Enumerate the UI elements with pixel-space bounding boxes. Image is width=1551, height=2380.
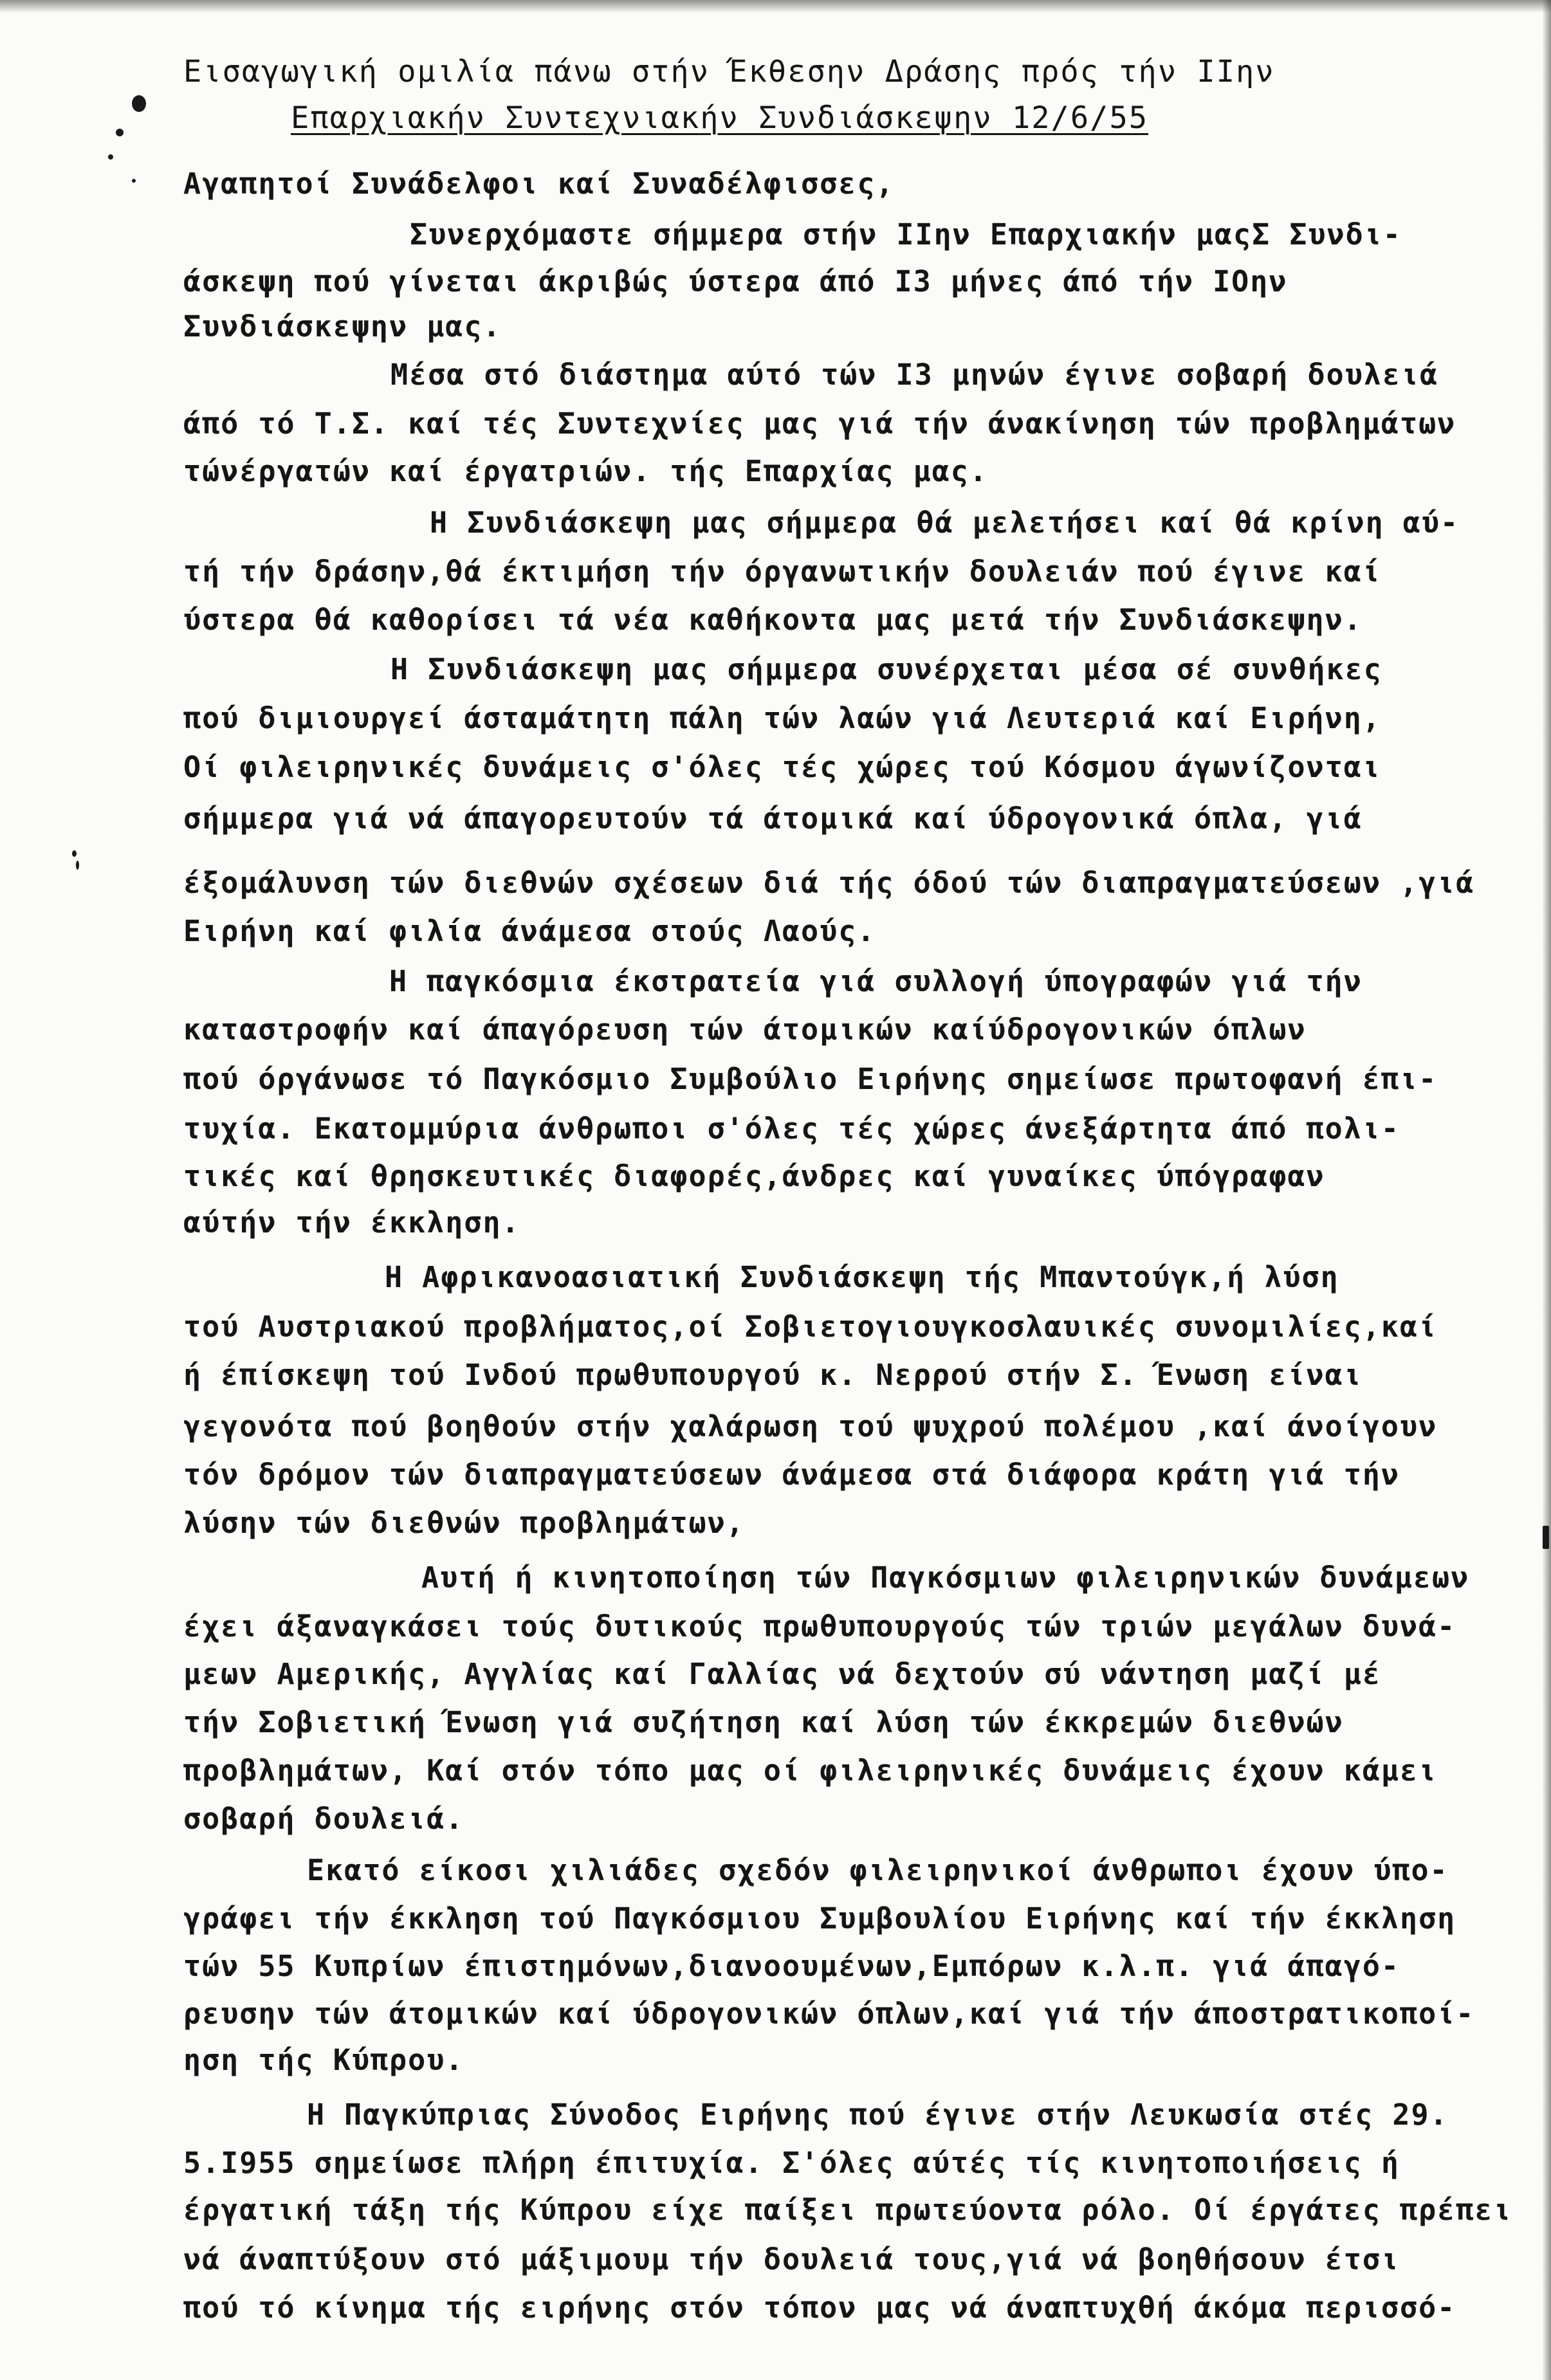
body-line-8: τή τήν δράσην,θά έκτιμήση τήν όργανωτικήν δουλειάν πού έγινε καί: [183, 554, 1381, 589]
body-line-33: σοβαρή δουλειά.: [183, 1802, 464, 1836]
body-line-30: μεων Αμερικής, Αγγλίας καί Γαλλίας νά δεχτούν σύ νάντηση μαζί μέ: [183, 1657, 1381, 1691]
body-line-40: 5.Ι955 σημείωσε πλήρη έπιτυχία. Σ'όλες αύτές τίς κινητοποιήσεις ή: [183, 2146, 1400, 2180]
body-line-19: τυχία. Εκατομμύρια άνθρωποι σ'όλες τές χώρες άνεξάρτητα άπό πολι-: [183, 1112, 1400, 1146]
body-line-17: καταστροφήν καί άπαγόρευση τών άτομικών καίύδρογονικών όπλων: [183, 1012, 1307, 1047]
scan-edge-top: [0, 0, 1551, 13]
body-line-34: Εκατό είκοσι χιλιάδες σχεδόν φιλειρηνικοί άνθρωποι έχουν ύπο-: [307, 1853, 1449, 1887]
scan-speck: [132, 179, 136, 183]
body-line-9: ύστερα θά καθορίσει τά νέα καθήκοντα μας μετά τήν Συνδιάσκεψην.: [183, 603, 1363, 637]
body-line-26: τόν δρόμον τών διαπραγματεύσεων άνάμεσα στά διάφορα κράτη γιά τήν: [183, 1458, 1400, 1492]
body-line-3: Συνδιάσκεψην μας.: [183, 309, 502, 343]
salutation: Αγαπητοί Συνάδελφοι καί Συναδέλφισσες,: [183, 167, 895, 201]
body-line-38: ηση τής Κύπρου.: [183, 2043, 464, 2077]
title-line-1: Εισαγωγική ομιλία πάνω στήν Έκθεσην Δράσης πρός τήν ΙΙην: [183, 54, 1275, 89]
scan-speck: [72, 850, 77, 857]
body-line-35: γράφει τήν έκκληση τού Παγκόσμιου Συμβουλίου Ειρήνης καί τήν έκκληση: [183, 1901, 1456, 1936]
body-line-21: αύτήν τήν έκκληση.: [183, 1205, 520, 1240]
body-line-14: έξομάλυνση τών διεθνών σχέσεων διά τής όδού τών διαπραγματεύσεων ,γιά: [183, 866, 1475, 900]
scan-speck: [1543, 1526, 1549, 1549]
body-line-39: Η Παγκύπριας Σύνοδος Ειρήνης πού έγινε στήν Λευκωσία στές 29.: [307, 2098, 1449, 2132]
scan-speck: [76, 861, 79, 870]
body-line-28: Αυτή ή κινητοποίηση τών Παγκόσμιων φιλειρηνικών δυνάμεων: [421, 1561, 1470, 1595]
body-line-25: γεγονότα πού βοηθούν στήν χαλάρωση τού ψυχρού πολέμου ,καί άνοίγουν: [183, 1409, 1438, 1443]
scan-speck: [116, 129, 124, 136]
scan-speck: [132, 95, 146, 112]
body-line-24: ή έπίσκεψη τού Ινδού πρωθυπουργού κ. Νερρού στήν Σ. Ένωση είναι: [183, 1358, 1363, 1392]
body-line-16: Η παγκόσμια έκστρατεία γιά συλλογή ύπογραφών γιά τήν: [389, 964, 1363, 998]
body-line-1: Συνερχόμαστε σήμμερα στήν ΙΙην Επαρχιακήν μαςΣ Συνδι-: [410, 217, 1402, 252]
body-line-11: πού διμιουργεί άσταμάτητη πάλη τών λαών γιά Λευτεριά καί Ειρήνη,: [183, 701, 1381, 735]
body-line-13: σήμμερα γιά νά άπαγορευτούν τά άτομικά καί ύδρογονικά όπλα, γιά: [183, 801, 1363, 836]
scan-edge-right: [1542, 0, 1551, 2380]
body-line-22: Η Αφρικανοασιατική Συνδιάσκεψη τής Μπαντούγκ,ή λύση: [385, 1260, 1339, 1294]
body-line-43: πού τό κίνημα τής ειρήνης στόν τόπον μας νά άναπτυχθή άκόμα περισσό-: [183, 2291, 1456, 2325]
body-line-36: τών 55 Κυπρίων έπιστημόνων,διανοουμένων,Εμπόρων κ.λ.π. γιά άπαγό-: [183, 1949, 1400, 1983]
body-line-27: λύσην τών διεθνών προβλημάτων,: [183, 1506, 745, 1540]
title-line-2: Επαρχιακήν Συντεχνιακήν Συνδιάσκεψην 12/6/55: [291, 100, 1149, 136]
body-line-29: έχει άξαναγκάσει τούς δυτικούς πρωθυπουργούς τών τριών μεγάλων δυνά-: [183, 1609, 1456, 1643]
body-line-18: πού όργάνωσε τό Παγκόσμιο Συμβούλιο Ειρήνης σημείωσε πρωτοφανή έπι-: [183, 1062, 1438, 1096]
body-line-42: νά άναπτύξουν στό μάξιμουμ τήν δουλειά τους,γιά νά βοηθήσουν έτσι: [183, 2242, 1400, 2276]
body-line-7: Η Συνδιάσκεψη μας σήμμερα θά μελετήσει καί θά κρίνη αύ-: [430, 506, 1460, 540]
body-line-37: ρευσην τών άτομικών καί ύδρογονικών όπλων,καί γιά τήν άποστρατικοποί-: [183, 1997, 1475, 2031]
body-line-15: Ειρήνη καί φιλία άνάμεσα στούς Λαούς.: [183, 914, 876, 948]
body-line-4: Μέσα στό διάστημα αύτό τών Ι3 μηνών έγινε σοβαρή δουλειά: [390, 358, 1439, 392]
body-line-10: Η Συνδιάσκεψη μας σήμμερα συνέρχεται μέσα σέ συνθήκες: [390, 652, 1382, 686]
body-line-6: τώνέργατών καί έργατριών. τής Επαρχίας μας.: [183, 454, 988, 488]
body-line-32: προβλημάτων, Καί στόν τόπο μας οί φιλειρηνικές δυνάμεις έχουν κάμει: [183, 1753, 1438, 1788]
body-line-31: τήν Σοβιετική Ένωση γιά συζήτηση καί λύση τών έκκρεμών διεθνών: [183, 1705, 1344, 1739]
body-line-23: τού Αυστριακού προβλήματος,οί Σοβιετογιουγκοσλαυικές συνομιλίες,καί: [183, 1310, 1438, 1344]
body-line-2: άσκεψη πού γίνεται άκριβώς ύστερα άπό Ι3 μήνες άπό τήν ΙΟην: [183, 264, 1288, 298]
body-line-5: άπό τό Τ.Σ. καί τές Συντεχνίες μας γιά τήν άνακίνηση τών προβλημάτων: [183, 407, 1456, 441]
body-line-20: τικές καί θρησκευτικές διαφορές,άνδρες καί γυναίκες ύπόγραφαν: [183, 1159, 1325, 1193]
body-line-41: έργατική τάξη τής Κύπρου είχε παίξει πρωτεύοντα ρόλο. Οί έργάτες πρέπει: [183, 2193, 1512, 2227]
scan-speck: [108, 154, 113, 160]
body-line-12: Οί φιλειρηνικές δυνάμεις σ'όλες τές χώρες τού Κόσμου άγωνίζονται: [183, 750, 1381, 784]
